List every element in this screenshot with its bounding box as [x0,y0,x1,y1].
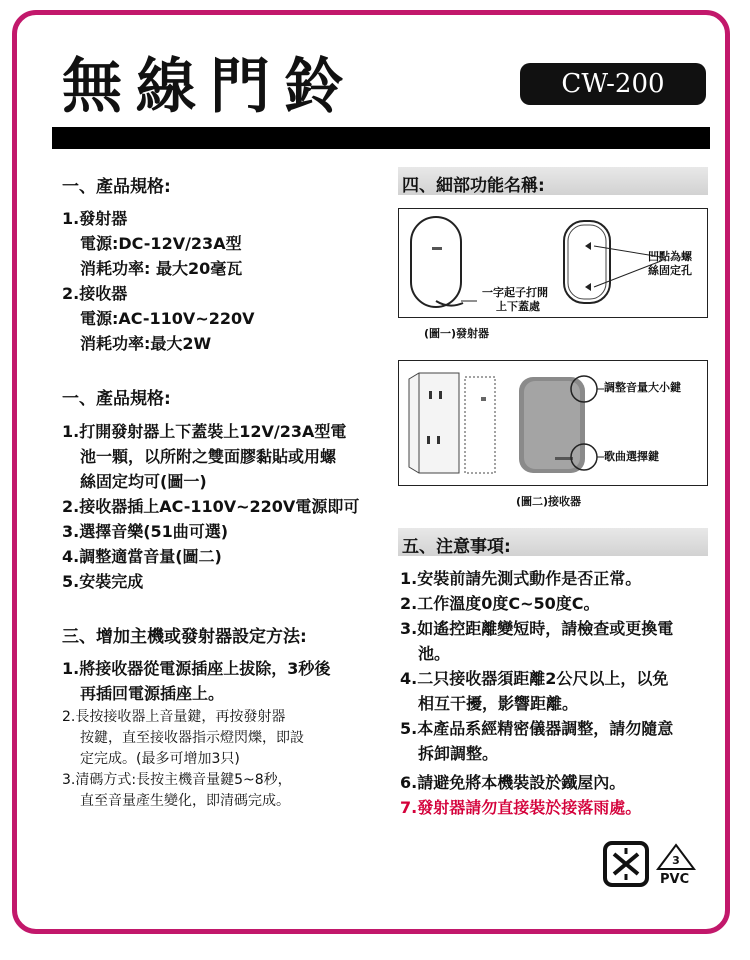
spec-line: 電源:DC-12V/23A型 [80,234,242,253]
spec-line: 消耗功率: 最大20毫瓦 [80,259,243,278]
notice-line: 6.請避免將本機裝設於鐵屋內。 [400,773,626,792]
receiver-illustration [399,361,707,485]
notice-warning: 7.發射器請勿直接裝於接落雨處。 [400,798,642,817]
section4-heading: 四、細部功能名稱: [402,176,545,196]
notice-line: 相互干擾，影響距離。 [418,694,579,713]
fig2-annotation-song: 歌曲選擇鍵 [604,450,659,463]
notice-line: 拆卸調整。 [418,744,499,763]
spec-line: 消耗功率:最大2W [80,334,212,353]
install-line: 池一顆，以所附之雙面膠黏貼或用螺 [80,447,337,466]
section3-heading: 三、增加主機或發射器設定方法: [62,627,307,647]
model-badge: CW-200 [520,63,706,105]
install-line: 4.調整適當音量(圖二) [62,547,222,566]
section2-heading: 一、產品規格: [62,389,171,409]
install-line: 3.選擇音樂(51曲可選) [62,522,229,541]
install-line: 2.接收器插上AC-110V~220V電源即可 [62,497,360,516]
pairing-line: 按鍵，直至接收器指示燈閃爍，即設 [80,730,304,746]
spec-line: 電源:AC-110V~220V [80,309,255,328]
header-divider [52,127,710,149]
section1-heading: 一、產品規格: [62,177,171,197]
notice-line: 1.安裝前請先測式動作是否正常。 [400,569,642,588]
fig2-caption: (圖二)接收器 [516,495,582,508]
recycle-triangle-icon [655,842,697,872]
fig1-caption: (圖一)發射器 [424,327,490,340]
pairing-line: 1.將接收器從電源插座上拔除，3秒後 [62,659,331,678]
notice-line: 3.如遙控距離變短時，請檢查或更換電 [400,619,674,638]
recycle-material: PVC [660,872,690,887]
spec-line: 2.接收器 [62,284,128,303]
pairing-line: 2.長按接收器上音量鍵，再按發射器 [62,709,286,725]
notice-line: 4.二只接收器須距離2公尺以上，以免 [400,669,669,688]
fig1-annotation-open: 一字起子打開 上下蓋處 [482,286,548,313]
install-line: 絲固定均可(圖一) [80,472,207,491]
page-title: 無線門鈴 [62,52,358,122]
notice-line: 2.工作溫度0度C~50度C。 [400,594,600,613]
recycle-symbol-icon [602,840,650,888]
notice-line: 5.本產品系經精密儀器調整，請勿隨意 [400,719,674,738]
pairing-line: 再插回電源插座上。 [80,684,225,703]
pairing-line: 3.清碼方式:長按主機音量鍵5~8秒， [62,772,292,788]
recycle-code: 3 [672,854,680,867]
pairing-line: 定完成。(最多可增加3只) [80,751,240,767]
section5-heading: 五、注意事項: [402,537,511,557]
pairing-line: 直至音量產生變化，即清碼完成。 [80,793,290,809]
notice-line: 池。 [418,644,451,663]
fig2-annotation-volume: 調整音量大小鍵 [604,381,681,394]
spec-line: 1.發射器 [62,209,128,228]
install-line: 5.安裝完成 [62,572,144,591]
figure2-box [398,360,708,486]
fig1-annotation-screw: 凹點為螺 絲固定孔 [648,250,692,277]
install-line: 1.打開發射器上下蓋裝上12V/23A型電 [62,422,347,441]
